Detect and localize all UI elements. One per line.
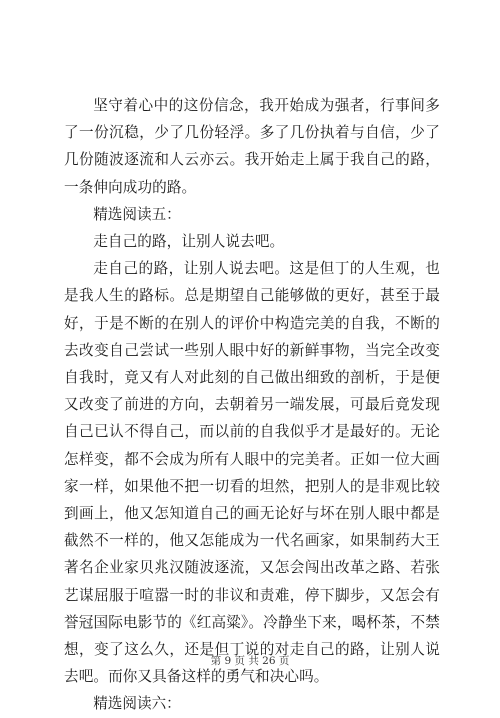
section-heading-reading-6: 精选阅读六： [93, 695, 181, 713]
section-heading-reading-5: 精选阅读五： [93, 205, 181, 223]
page-number-footer: 第 9 页 共 26 页 [210, 655, 290, 667]
paragraph-dante-essay: 走自己的路，让别人说去吧。这是但丁的人生观，也是我人生的路标。总是期望自己能够做的更好，甚至于最好，于是不断的在别人的评价中构造完美的自我，不断的去改变自己尝试一些别人眼中好的新鲜事物，当完全改变自我时，竟又有人对此刻的自己做出细致的剖析，于是便又改变了前进的方向，去朝着另一端发展，可最后竟发现自己已认不得自己，而以前的自我似乎才是最好的。无论怎样变，都不会成为所有人眼中的完美者。正如一位大画家一样，如果他不把一切看的坦然，把别人的是非观比较到画上，他又怎知道自己的画无论好与坏在别人眼中都是截然不一样的，他又怎能成为一代名画家，如果制药大王著名企业家贝兆汉随波逐流，又怎会闯出改革之路、若张艺谋屈服于喧嚣一时的非议和责难，停下脚步，又怎会有誉冠国际电影节的《红高粱》。冷静坐下来，喝杯茶，不禁想，变了这么久，还是但丁说的对走自己的路，让别人说去吧。而你又具备这样的勇气和决心吗。 [64, 260, 440, 686]
paragraph-motto: 走自己的路，让别人说去吧。 [93, 233, 285, 251]
paragraph-resolve: 坚守着心中的这份信念，我开始成为强者，行事间多了一份沉稳，少了几份轻浮。多了几份执着与自信，少了几份随波逐流和人云亦云。我开始走上属于我自己的路，一条伸向成功的路。 [64, 97, 440, 196]
document-body [64, 92, 440, 718]
